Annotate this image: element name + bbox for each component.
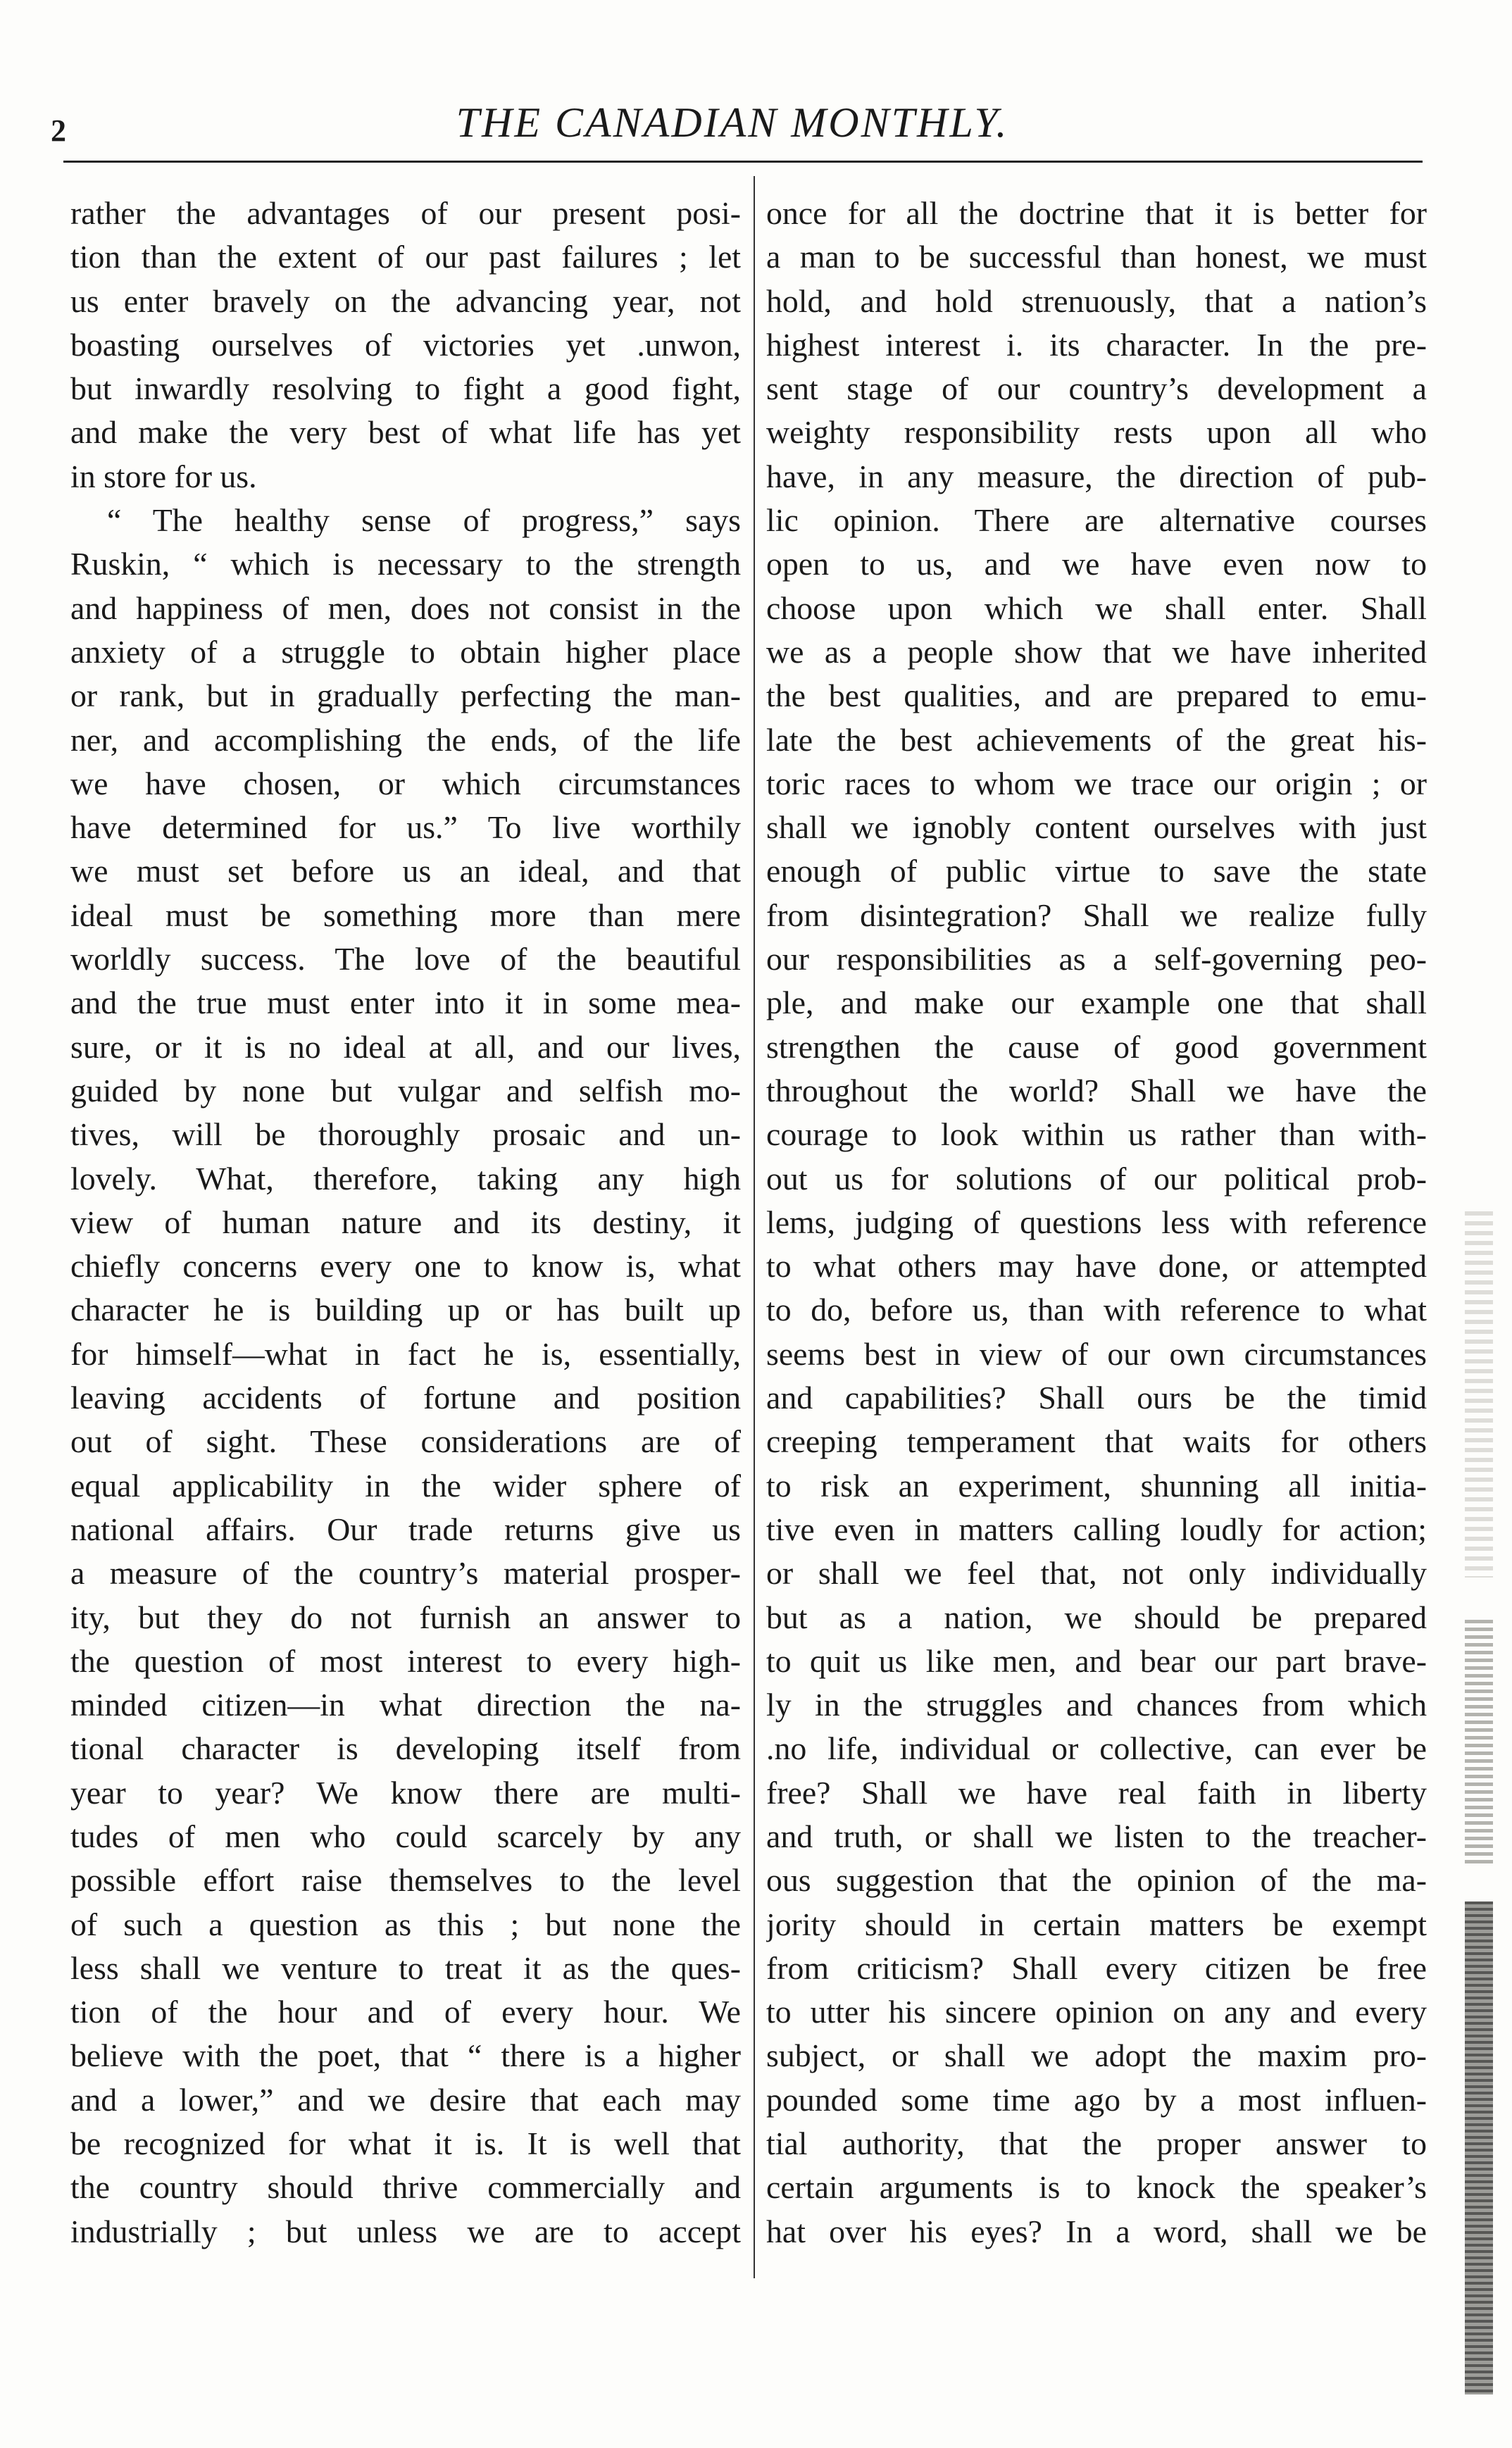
running-title: THE CANADIAN MONTHLY. — [456, 99, 1009, 146]
text-line: toric races to whom we trace our origin ; or — [766, 765, 1427, 801]
text-line: and a lower,” and we desire that each may — [70, 2081, 741, 2118]
text-line: the question of most interest to every high- — [70, 1642, 741, 1679]
scan-margin-artifact — [1465, 1901, 1493, 2394]
text-line: out us for solutions of our political prob- — [766, 1160, 1427, 1197]
text-line: we as a people show that we have inherited — [766, 633, 1427, 670]
text-line: “ The healthy sense of progress,” says — [107, 502, 741, 539]
text-line: ity, but they do not furnish an answer to — [70, 1599, 741, 1635]
text-line: free? Shall we have real faith in liberty — [766, 1774, 1427, 1811]
text-line: tion than the extent of our past failures ; let — [70, 239, 741, 275]
text-line: view of human nature and its destiny, it — [70, 1204, 741, 1240]
text-line: and happiness of men, does not consist in the — [70, 589, 741, 626]
text-line: boasting ourselves of victories yet .unwon, — [70, 326, 741, 363]
text-line: tional character is developing itself from — [70, 1730, 741, 1767]
text-line: shall we ignobly content ourselves with just — [766, 809, 1427, 846]
text-line: to do, before us, than with reference to what — [766, 1292, 1427, 1328]
text-line: enough of public virtue to save the state — [766, 853, 1427, 889]
text-line: the best qualities, and are prepared to emu- — [766, 677, 1427, 714]
text-line: national affairs. Our trade returns give us — [70, 1511, 741, 1547]
scan-margin-artifact — [1465, 1211, 1493, 1578]
text-line: have determined for us.” To live worthily — [70, 809, 741, 846]
right-column — [766, 192, 1427, 2254]
text-line: year to year? We know there are multi- — [70, 1774, 741, 1811]
text-line: to quit us like men, and bear our part brave- — [766, 1642, 1427, 1679]
text-line: lems, judging of questions less with reference — [766, 1204, 1427, 1240]
text-line: tives, will be thoroughly prosaic and un- — [70, 1116, 741, 1153]
text-line: once for all the doctrine that it is better for — [766, 195, 1427, 231]
text-line: in store for us. — [70, 458, 257, 494]
text-line: be recognized for what it is. It is well that — [70, 2125, 741, 2162]
text-line: the country should thrive commercially and — [70, 2169, 741, 2206]
text-line: to risk an experiment, shunning all initia- — [766, 1467, 1427, 1504]
text-line: leaving accidents of fortune and position — [70, 1380, 741, 1416]
text-line: industrially ; but unless we are to accept — [70, 2213, 741, 2249]
text-line: choose upon which we shall enter. Shall — [766, 589, 1427, 626]
text-line: believe with the poet, that “ there is a higher — [70, 2037, 741, 2074]
page-number: 2 — [51, 113, 66, 148]
text-line: subject, or shall we adopt the maxim pro- — [766, 2037, 1427, 2074]
text-line: guided by none but vulgar and selfish mo- — [70, 1072, 741, 1109]
text-line: certain arguments is to knock the speaker’s — [766, 2169, 1427, 2206]
text-line: creeping temperament that waits for others — [766, 1423, 1427, 1460]
text-line: pounded some time ago by a most influen- — [766, 2081, 1427, 2118]
text-line: equal applicability in the wider sphere of — [70, 1467, 741, 1504]
text-line: from disintegration? Shall we realize fully — [766, 897, 1427, 933]
text-line: and truth, or shall we listen to the treacher- — [766, 1818, 1427, 1854]
text-line: to what others may have done, or attempted — [766, 1248, 1427, 1285]
text-line: hat over his eyes? In a word, shall we be — [766, 2213, 1427, 2249]
text-line: and capabilities? Shall ours be the timid — [766, 1380, 1427, 1416]
text-line: courage to look within us rather than with- — [766, 1116, 1427, 1153]
text-line: a man to be successful than honest, we must — [766, 239, 1427, 275]
text-line: a measure of the country’s material prosper- — [70, 1555, 741, 1592]
text-line: for himself—what in fact he is, essentially, — [70, 1335, 741, 1372]
text-line: .no life, individual or collective, can ever be — [766, 1730, 1427, 1767]
text-line: throughout the world? Shall we have the — [766, 1072, 1427, 1109]
text-line: highest interest i. its character. In the pre- — [766, 326, 1427, 363]
text-line: lic opinion. There are alternative courses — [766, 502, 1427, 539]
text-line: from criticism? Shall every citizen be free — [766, 1949, 1427, 1986]
text-line: rather the advantages of our present posi- — [70, 195, 741, 231]
text-line: strengthen the cause of good government — [766, 1028, 1427, 1065]
text-line: character he is building up or has built up — [70, 1292, 741, 1328]
text-line: possible effort raise themselves to the level — [70, 1862, 741, 1899]
text-line: tive even in matters calling loudly for action; — [766, 1511, 1427, 1547]
text-line: tudes of men who could scarcely by any — [70, 1818, 741, 1854]
text-line: ple, and make our example one that shall — [766, 985, 1427, 1021]
text-line: weighty responsibility rests upon all who — [766, 414, 1427, 451]
text-line: of such a question as this ; but none the — [70, 1906, 741, 1942]
text-line: Ruskin, “ which is necessary to the strength — [70, 546, 741, 582]
text-line: late the best achievements of the great his- — [766, 721, 1427, 758]
text-line: ideal must be something more than mere — [70, 897, 741, 933]
text-line: chiefly concerns every one to know is, what — [70, 1248, 741, 1285]
text-line: seems best in view of our own circumstances — [766, 1335, 1427, 1372]
column-divider — [754, 176, 755, 2278]
text-line: or shall we feel that, not only individually — [766, 1555, 1427, 1592]
text-line: less shall we venture to treat it as the ques- — [70, 1949, 741, 1986]
text-line: anxiety of a struggle to obtain higher place — [70, 633, 741, 670]
text-line: but as a nation, we should be prepared — [766, 1599, 1427, 1635]
text-line: we must set before us an ideal, and that — [70, 853, 741, 889]
text-line: us enter bravely on the advancing year, not — [70, 282, 741, 319]
text-line: or rank, but in gradually perfecting the man- — [70, 677, 741, 714]
text-line: out of sight. These considerations are of — [70, 1423, 741, 1460]
page-header — [42, 99, 1423, 162]
text-line: we have chosen, or which circumstances — [70, 765, 741, 801]
text-line: to utter his sincere opinion on any and every — [766, 1994, 1427, 2030]
text-line: ner, and accomplishing the ends, of the life — [70, 721, 741, 758]
text-line: and the true must enter into it in some mea- — [70, 985, 741, 1021]
left-column — [70, 192, 741, 2254]
text-line: our responsibilities as a self-governing peo- — [766, 941, 1427, 978]
text-line: sure, or it is no ideal at all, and our lives, — [70, 1028, 741, 1065]
text-line: and make the very best of what life has yet — [70, 414, 741, 451]
text-line: sent stage of our country’s development a — [766, 370, 1427, 407]
text-line: open to us, and we have even now to — [766, 546, 1427, 582]
text-line: hold, and hold strenuously, that a nation’s — [766, 282, 1427, 319]
text-line: lovely. What, therefore, taking any high — [70, 1160, 741, 1197]
text-line: jority should in certain matters be exempt — [766, 1906, 1427, 1942]
text-line: tial authority, that the proper answer to — [766, 2125, 1427, 2162]
text-line: minded citizen—in what direction the na- — [70, 1687, 741, 1723]
text-line: but inwardly resolving to fight a good fight, — [70, 370, 741, 407]
text-line: tion of the hour and of every hour. We — [70, 1994, 741, 2030]
text-line: ous suggestion that the opinion of the ma- — [766, 1862, 1427, 1899]
scan-margin-artifact — [1465, 1620, 1493, 1866]
text-line: ly in the struggles and chances from which — [766, 1687, 1427, 1723]
text-line: worldly success. The love of the beautiful — [70, 941, 741, 978]
header-rule — [63, 161, 1423, 163]
text-line: have, in any measure, the direction of pub- — [766, 458, 1427, 494]
